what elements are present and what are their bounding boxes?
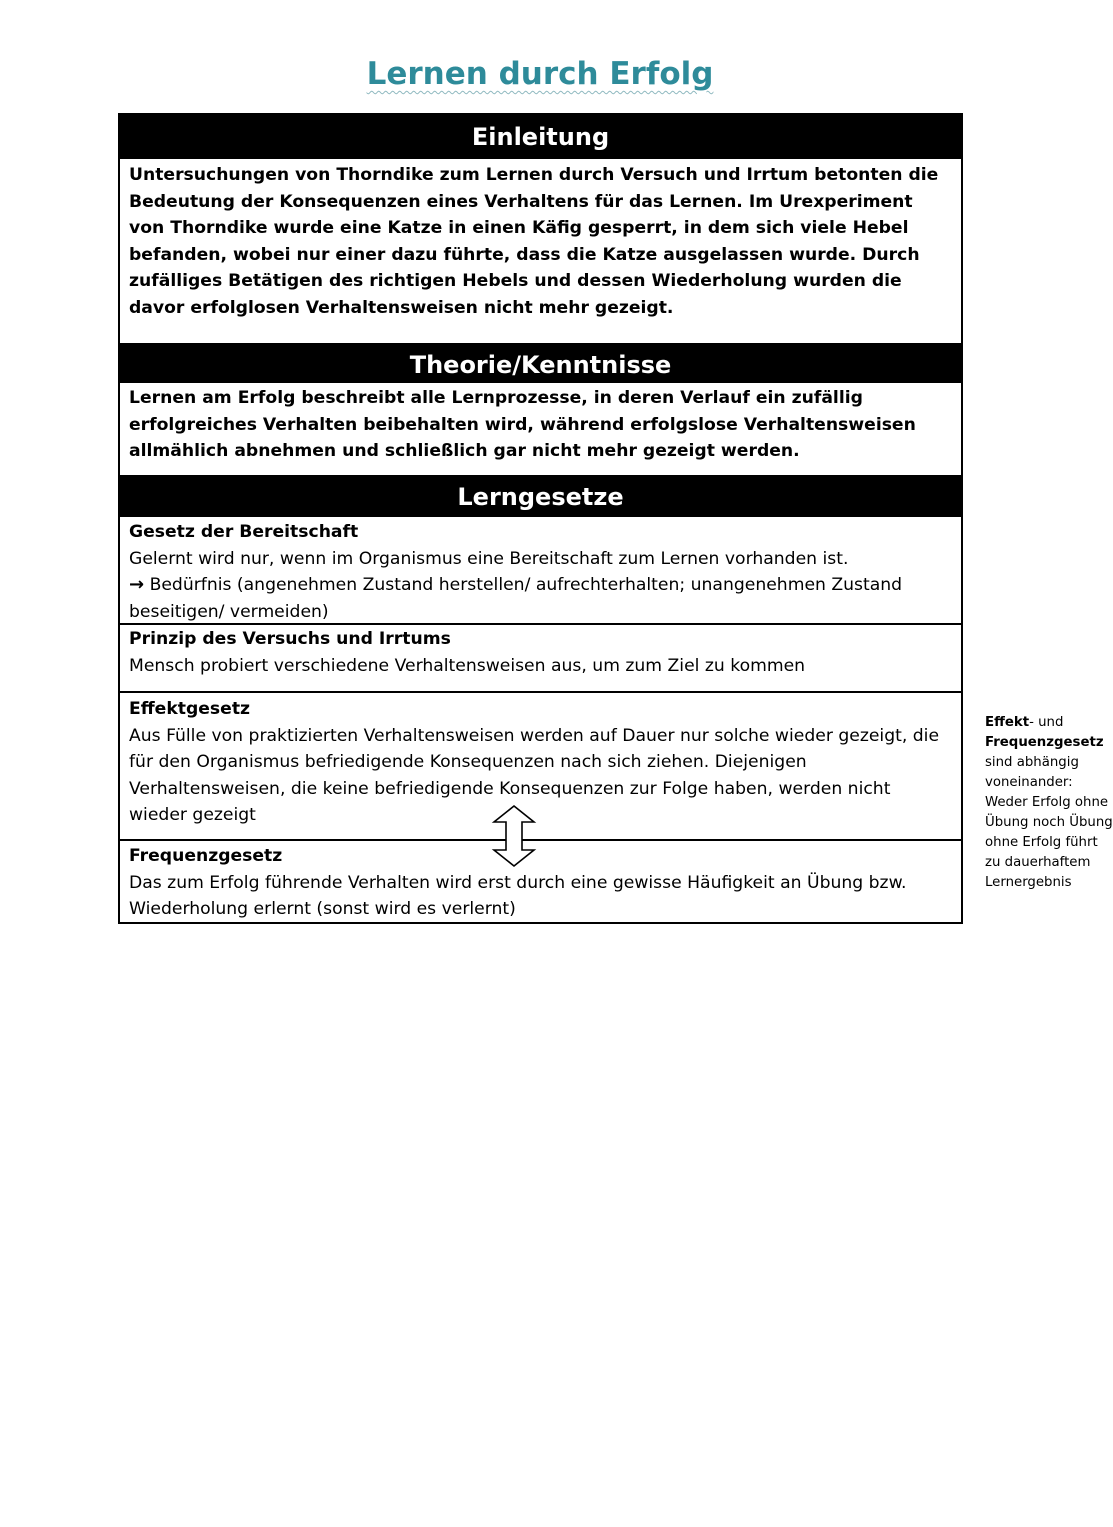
- right-arrow-icon: →: [129, 574, 145, 596]
- section-heading-theorie: Theorie/Kenntnisse: [120, 345, 961, 383]
- page-title: Lernen durch Erfolg: [366, 56, 714, 92]
- law-effekt: [120, 693, 961, 841]
- side-note: Effekt- und Frequenzgesetz sind abhängig voneinander: Weder Erfolg ohne Übung noch Übung ohne Erfolg führt zu dauerhaftem Lernergebnis: [985, 715, 1113, 890]
- law-prinzip: [120, 625, 961, 693]
- law-title: Prinzip des Versuchs und Irrtums: [129, 629, 451, 649]
- law-title: Frequenzgesetz: [129, 846, 283, 866]
- law-text: Mensch probiert verschiedene Verhaltensweisen aus, um zum Ziel zu kommen: [129, 655, 806, 676]
- content-table: [118, 113, 963, 924]
- section-heading-einleitung: Einleitung: [120, 115, 961, 159]
- law-frequenz: [120, 841, 961, 922]
- law-text: Das zum Erfolg führende Verhalten wird erst durch eine gewisse Häufigkeit an Übung bzw. Wiederholung erlernt (sonst wird es verlernt): [129, 872, 907, 920]
- einleitung-text: Untersuchungen von Thorndike zum Lernen durch Versuch und Irrtum betonten die Bedeutung der Konsequenzen eines Verhaltens für das Lernen. Im Urexperiment von Thorndike wurde eine Katze in einen Käfig gesperrt, in dem sich viele Hebel befanden, wobei nur einer dazu führte, dass die Katze ausgelassen wurde. Durch zufälliges Betätigen des richtigen Hebels und dessen Wiederholung wurden die davor erfolglosen Verhaltensweisen nicht mehr gezeigt.: [120, 159, 961, 345]
- theorie-text: Lernen am Erfolg beschreibt alle Lernprozesse, in deren Verlauf ein zufällig erfolgreiches Verhalten beibehalten wird, während erfolgslose Verhaltensweisen allmählich abnehmen und schließlich gar nicht mehr gezeigt werden.: [120, 383, 961, 477]
- law-title: Effektgesetz: [129, 699, 251, 719]
- law-text: Gelernt wird nur, wenn im Organismus eine Bereitschaft zum Lernen vorhanden ist.: [129, 548, 849, 569]
- law-note: → Bedürfnis (angenehmen Zustand herstellen/ aufrechterhalten; unangenehmen Zustand beseitigen/ vermeiden): [129, 574, 903, 622]
- double-arrow-icon: [490, 804, 538, 868]
- law-text: Aus Fülle von praktizierten Verhaltensweisen werden auf Dauer nur solche wieder gezeigt, die für den Organismus befriedigende Konsequenzen nach sich ziehen. Diejenigen Verhaltensweisen, die keine befriedigende Konsequenzen zur Folge haben, werden nicht wieder gezeigt: [129, 725, 940, 826]
- section-heading-lerngesetze: Lerngesetze: [120, 477, 961, 517]
- law-title: Gesetz der Bereitschaft: [129, 522, 359, 542]
- law-bereitschaft: [120, 517, 961, 625]
